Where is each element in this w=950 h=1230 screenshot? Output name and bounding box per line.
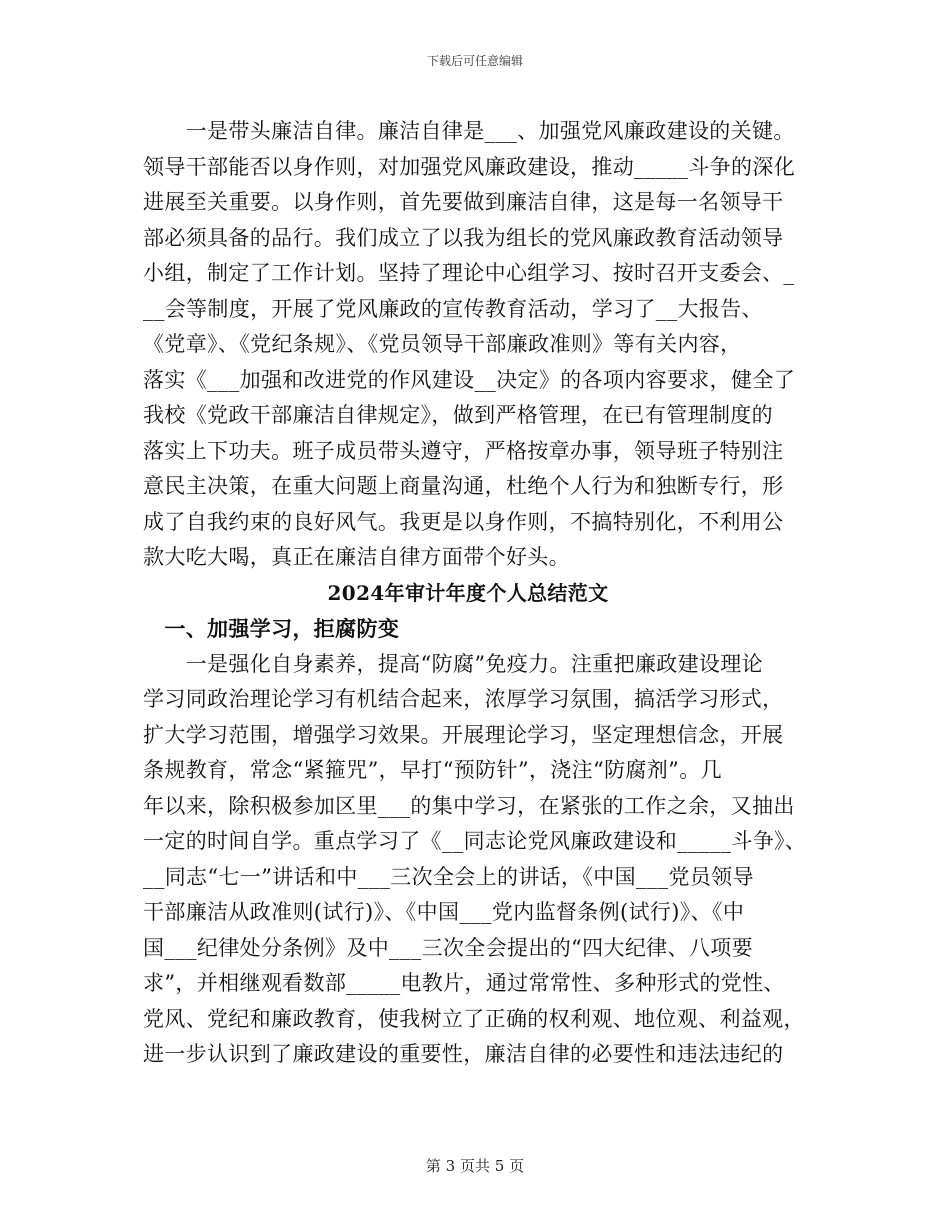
body-line: 干部廉洁从政准则(试行)》、《中国___党内监督条例(试行)》、《中: [143, 900, 745, 924]
body-line: 条规教育，常念“紧箍咒”，早打“预防针”，浇注“防腐剂”。几: [143, 758, 722, 782]
document-title: 2024年审计年度个人总结范文: [327, 580, 609, 605]
document-body: [143, 114, 813, 1073]
section-heading: 一、加强学习，拒腐防变: [143, 616, 400, 641]
page-footer: 第 3 页共 5 页: [425, 1157, 525, 1175]
body-line: 一是带头廉洁自律。廉洁自律是___、加强党风廉政建设的关键。: [143, 119, 795, 143]
body-line: 意民主决策，在重大问题上商量沟通，杜绝个人行为和独断专行，形: [143, 474, 784, 498]
body-line: 领导干部能否以身作则，对加强党风廉政建设，推动_____斗争的深化: [143, 154, 796, 179]
body-line: 《党章》、《党纪条规》、《党员领导干部廉政准则》等有关内容，: [143, 332, 742, 356]
body-line: 成了自我约束的良好风气。我更是以身作则，不搞特别化，不利用公: [143, 509, 784, 534]
body-line: 一是强化自身素养，提高“防腐”免疫力。注重把廉政建设理论: [143, 651, 763, 676]
body-line: 扩大学习范围，增强学习效果。开展理论学习，坚定理想信念，开展: [143, 722, 784, 747]
body-line: 年以来，除积极参加区里___的集中学习，在紧张的工作之余，又抽出: [143, 793, 795, 818]
body-line: 求”，并相继观看数部_____电教片，通过常常性、多种形式的党性、: [143, 971, 785, 995]
body-line: 进一步认识到了廉政建设的重要性，廉洁自律的必要性和违法违纪的: [143, 1042, 784, 1066]
body-line: 学习同政治理论学习有机结合起来，浓厚学习氛围，搞活学习形式，: [143, 687, 784, 711]
body-line: 党风、党纪和廉政教育，使我树立了正确的权利观、地位观、利益观，: [143, 1006, 805, 1031]
body-line: 我校《党政干部廉洁自律规定》，做到严格管理，在已有管理制度的: [143, 403, 773, 427]
body-line: 国___纪律处分条例》及中___三次全会提出的“四大纪律、八项要: [143, 935, 753, 960]
body-line: 部必须具备的品行。我们成立了以我为组长的党风廉政教育活动领导: [143, 225, 784, 250]
page-header: 下载后可任意编辑: [426, 54, 523, 68]
body-line: __会等制度，开展了党风廉政的宣传教育活动，学习了__大报告、: [143, 296, 763, 321]
body-line: __同志“七一”讲话和中___三次全会上的讲话，《中国___党员领导: [143, 864, 754, 889]
body-line: 落实《___加强和改进党的作风建设__决定》的各项内容要求，健全了: [143, 367, 796, 392]
body-line: 进展至关重要。以身作则，首先要做到廉洁自律，这是每一名领导干: [143, 190, 784, 214]
body-line: 小组，制定了工作计划。坚持了理论中心组学习、按时召开支委会、_: [143, 261, 795, 285]
body-line: 一定的时间自学。重点学习了《__同志论党风廉政建设和_____斗争》、: [143, 829, 807, 853]
body-line: 落实上下功夫。班子成员带头遵守，严格按章办事，领导班子特别注: [143, 438, 784, 463]
body-line: 款大吃大喝，真正在廉洁自律方面带个好头。: [143, 545, 570, 569]
